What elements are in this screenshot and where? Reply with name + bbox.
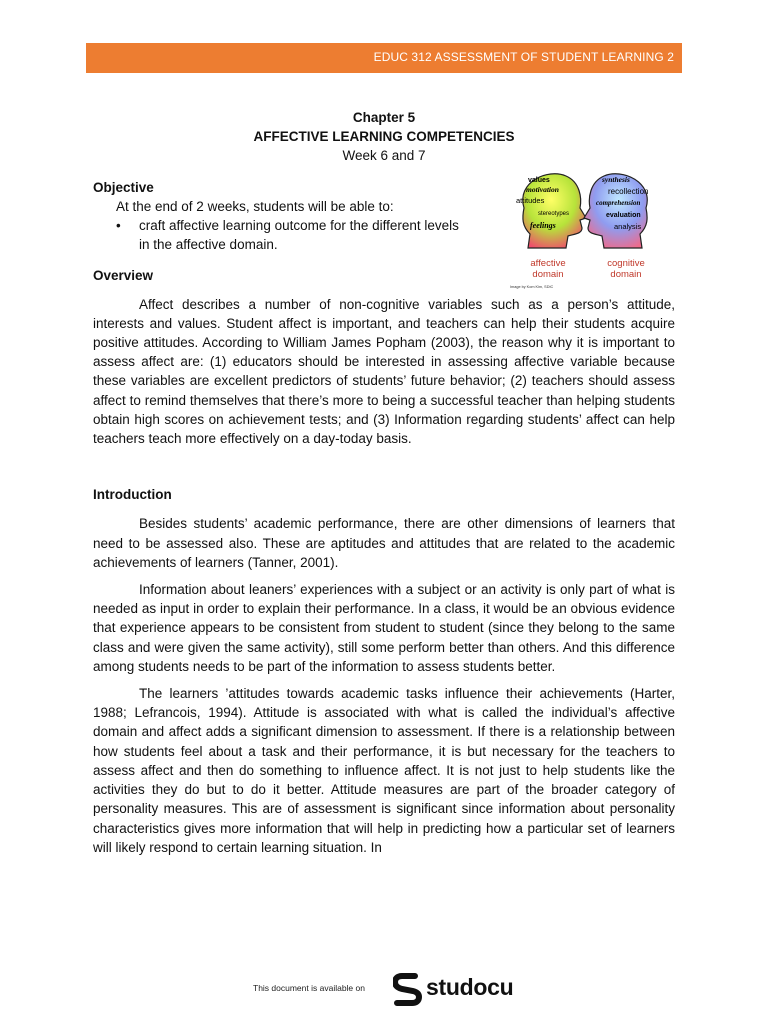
introduction-paragraph-1: Besides students’ academic performance, there are other dimensions of learners that need to be assessed also. These are aptitudes and attitudes that are related to the academic achievements of learners (Tanner, 2001). — [93, 516, 675, 570]
word-stereotypes: stereotypes — [538, 211, 570, 217]
objective-heading: Objective — [93, 179, 154, 195]
introduction-paragraph-3: The learners ’attitudes towards academic tasks influence their achievements (Harter, 1988; Lefrancois, 1994). Attitude is associated with what is called the individual’s affective domain and affect adds a significant dimension to assessment. If there is a relationship between how students feel about a task and their performance, it is but necessary for the teachers to assess affect and then do something to influence affect. It is not just to help students like the activities they do but to do it better. Attitude measures are part of the broader category of personality measures. This are of assessment is significant since information about personality characteristics gives more information that will help in predicting how a particular set of learners will likely respond to certain learning situation. In — [93, 686, 675, 855]
introduction-heading: Introduction — [93, 487, 172, 503]
studocu-logo-icon — [393, 972, 423, 1006]
affective-caption-1: affective — [530, 258, 566, 269]
overview-paragraph: Affect describes a number of non-cognitive variables such as a person’s attitude, interests and values. Student affect is important, and teachers can help their students acquire positive attitudes. According to William James Popham (2003), the reason why it is important to assess affect are: (1) educators should be interested in assessing affective variable because these variables are excellent predictors of students’ future behavior; (2) teachers should assess affect to remind themselves that there’s more to being a successful teacher than helping students obtain high scores on achievement tests; and (3) Information regarding students’ affect can help teachers teach more effectively on a day-today basis. — [93, 296, 675, 447]
objective-bullet-text: craft affective learning outcome for the different levels in the affective domain. — [139, 218, 459, 253]
footer-available-text: This document is available on — [253, 983, 365, 993]
chapter-heading — [93, 108, 675, 166]
document-body — [93, 108, 675, 865]
objective-bullet — [93, 216, 493, 254]
bullet-icon: • — [116, 218, 121, 234]
section-spacer — [93, 456, 675, 473]
page-header-bar — [86, 43, 682, 73]
affective-caption-2: domain — [532, 269, 564, 280]
image-credit: Image by Kom Kim, SDIC — [510, 285, 554, 289]
studocu-brand: studocu — [426, 974, 514, 1000]
chapter-title: AFFECTIVE LEARNING COMPETENCIES — [253, 129, 515, 145]
word-values: values — [528, 177, 550, 184]
word-motivation: motivation — [526, 185, 559, 194]
word-evaluation: evaluation — [606, 212, 641, 219]
word-comprehension: comprehension — [596, 199, 641, 207]
overview-heading: Overview — [93, 268, 154, 284]
objective-section — [93, 178, 493, 255]
word-feelings: feelings — [530, 221, 556, 230]
introduction-paragraph-2: Information about leaners’ experiences with a subject or an activity is only part of what is needed as input in order to explain their performance. In a class, it would be an obvious evidence that experience appears to be consistent from student to student (since they belong to the same class and were given the same activity), still some perform better than others. And this difference among students needs to be part of the information to assess students better. — [93, 582, 675, 674]
word-synthesis: synthesis — [602, 175, 630, 184]
course-title: EDUC 312 ASSESSMENT OF STUDENT LEARNING 2 — [373, 50, 674, 64]
cognitive-caption-1: cognitive — [607, 258, 645, 269]
word-recollection: recollection — [608, 187, 649, 196]
objective-intro: At the end of 2 weeks, students will be able to: — [116, 198, 394, 214]
studocu-footer — [0, 972, 768, 1008]
chapter-number: Chapter 5 — [352, 110, 416, 125]
word-analysis: analysis — [614, 222, 642, 231]
cognitive-caption-2: domain — [610, 269, 642, 280]
word-attitudes: attitudes — [516, 196, 545, 205]
chapter-weeks: Week 6 and 7 — [342, 148, 426, 164]
